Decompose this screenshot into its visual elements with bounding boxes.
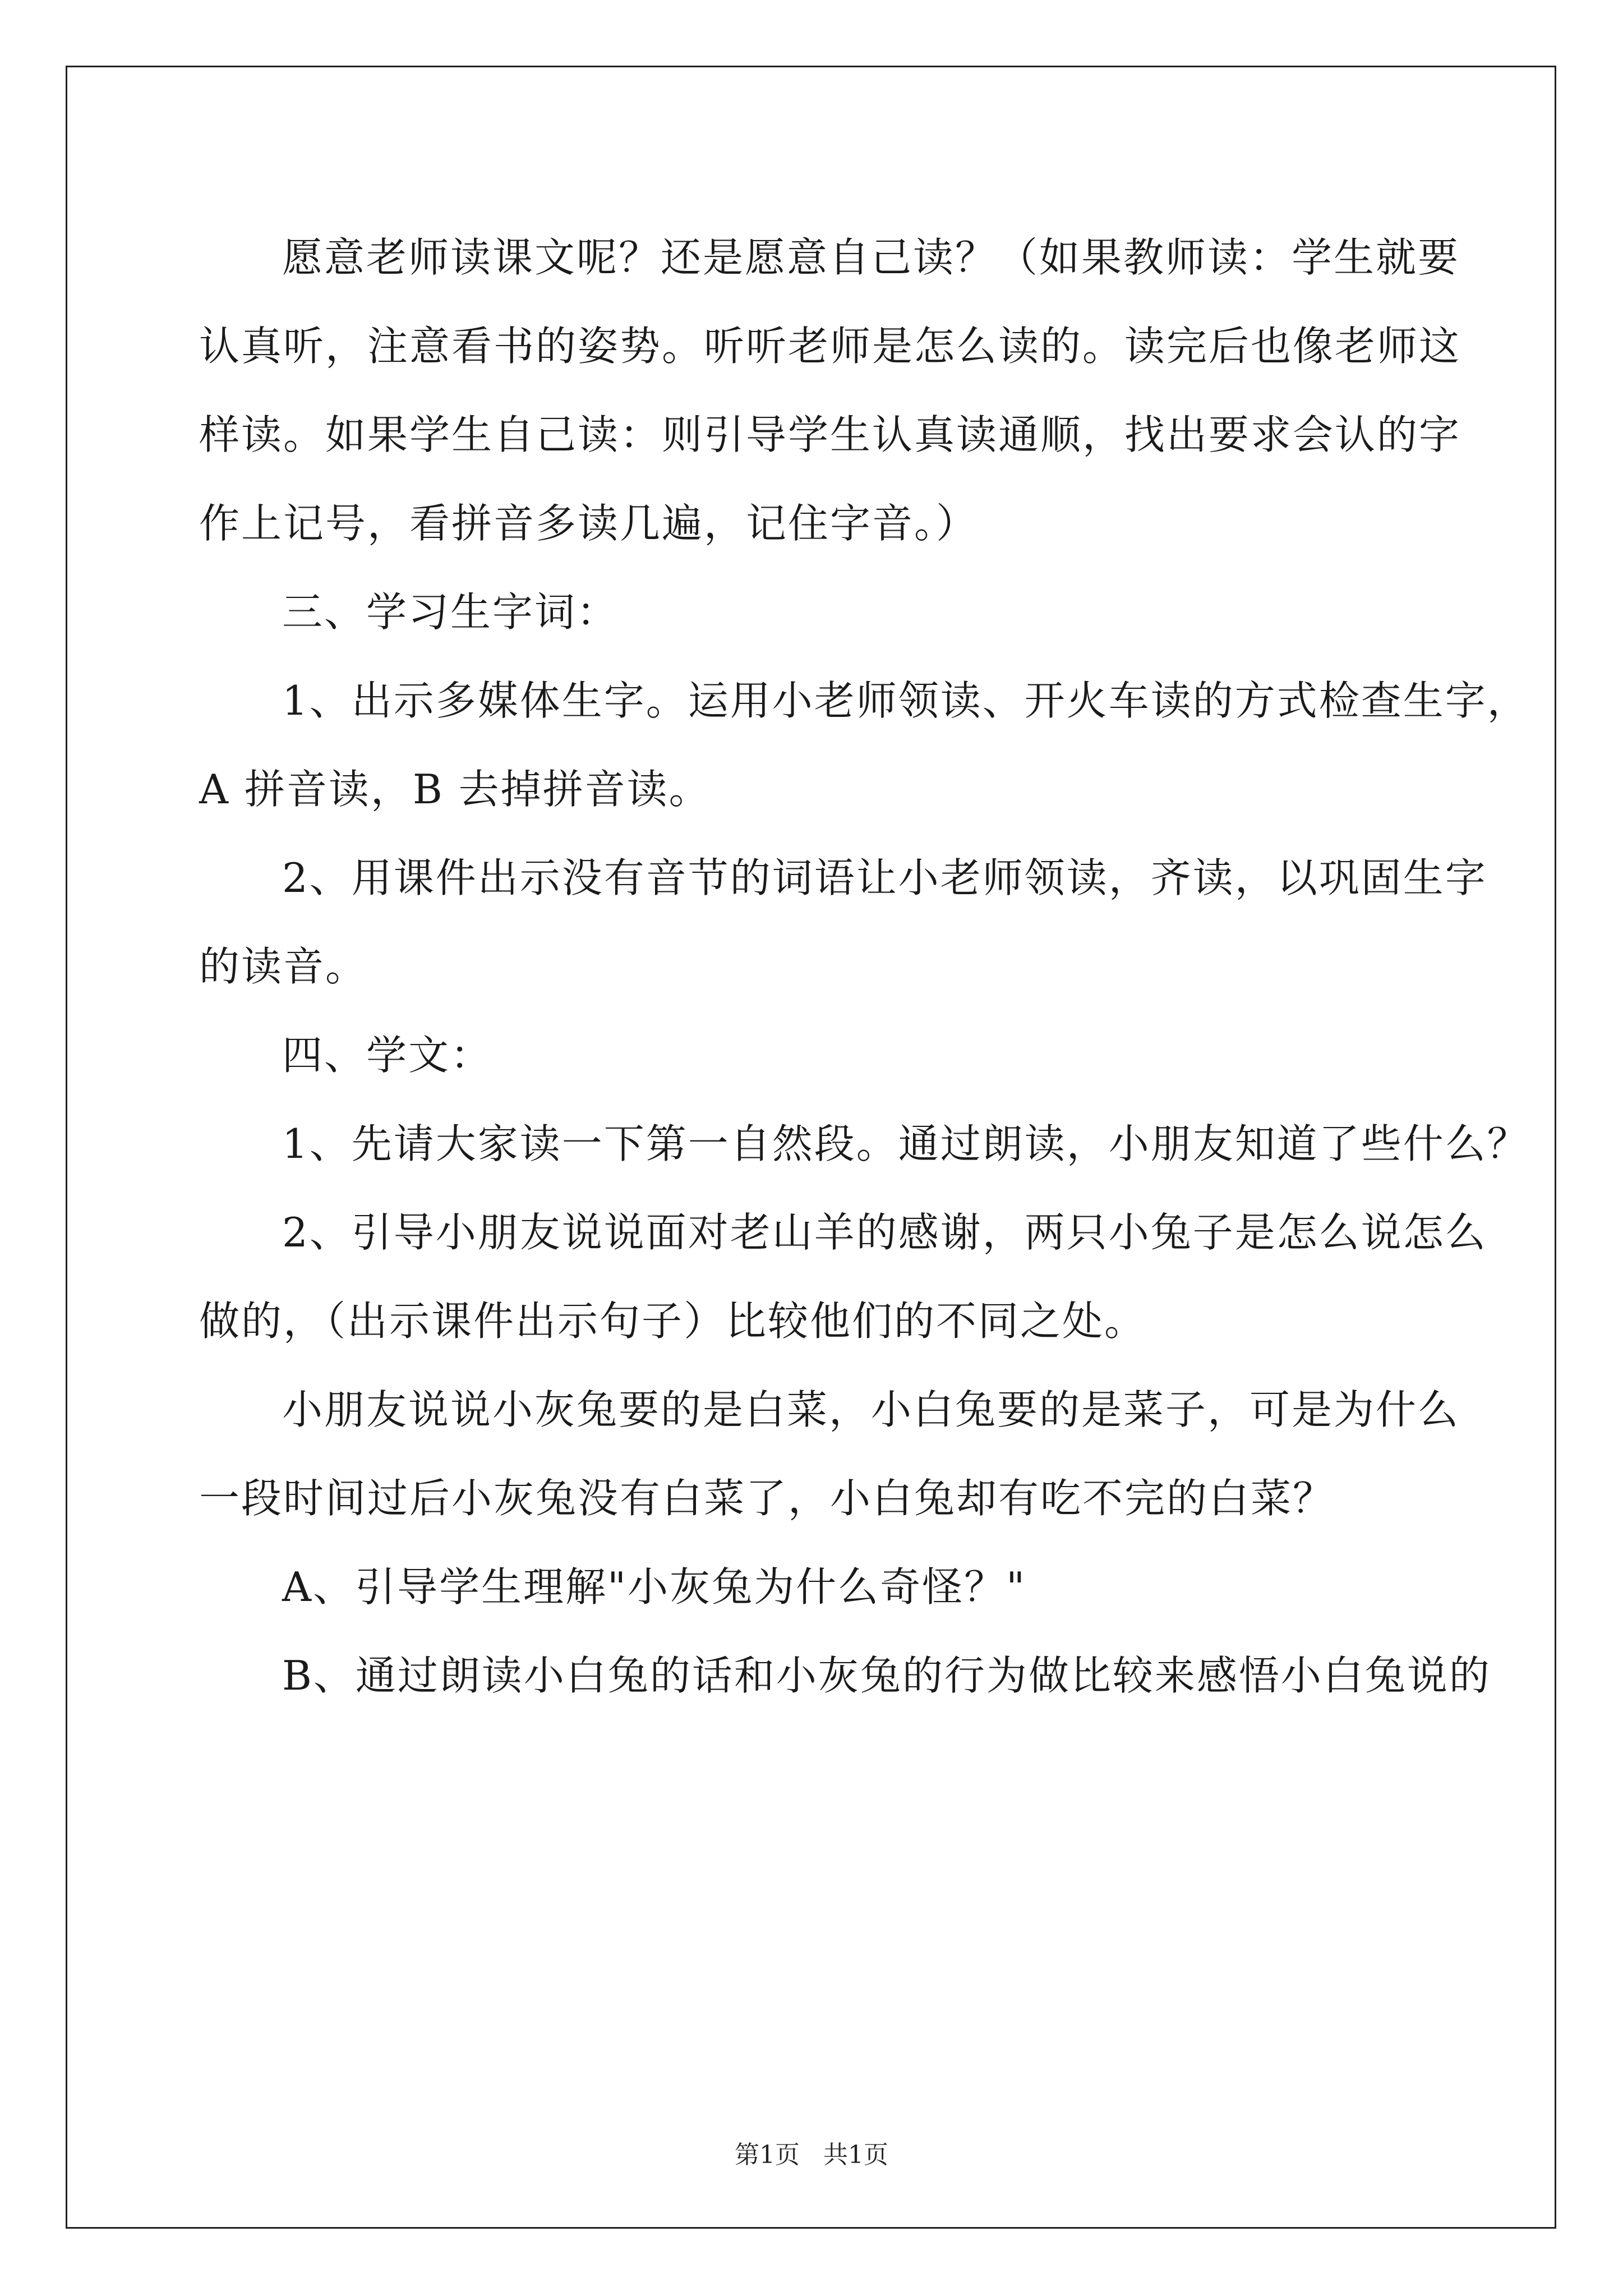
- text-line: 样读。如果学生自己读：则引导学生认真读通顺，找出要求会认的字: [199, 411, 1461, 458]
- page-number-footer: 第1页 共1页: [735, 2141, 888, 2169]
- text-line: 小朋友说说小灰兔要的是白菜，小白兔要的是菜子，可是为什么: [282, 1386, 1460, 1433]
- text-line: B、通过朗读小白兔的话和小灰兔的行为做比较来感悟小白兔说的: [282, 1652, 1491, 1699]
- text-line: 愿意老师读课文呢？还是愿意自己读？（如果教师读：学生就要: [282, 234, 1460, 281]
- text-line: 1、先请大家读一下第一自然段。通过朗读，小朋友知道了些什么？: [282, 1120, 1529, 1167]
- text-line: 做的，（出示课件出示句子）比较他们的不同之处。: [199, 1297, 1147, 1345]
- document-body: [199, 213, 1529, 1720]
- text-line: 的读音。: [199, 943, 368, 990]
- section-heading: 四、学文：: [282, 1032, 493, 1079]
- text-line: A、引导学生理解"小灰兔为什么奇怪？": [282, 1563, 1027, 1611]
- text-line: 2、用课件出示没有音节的词语让小老师领读，齐读，以巩固生字: [282, 854, 1487, 901]
- text-line: 1、出示多媒体生字。运用小老师领读、开火车读的方式检查生字，: [282, 677, 1529, 724]
- text-line: 2、引导小朋友说说面对老山羊的感谢，两只小兔子是怎么说怎么: [282, 1209, 1487, 1256]
- text-line: 作上记号，看拼音多读几遍，记住字音。）: [199, 500, 979, 547]
- text-line: 一段时间过后小灰兔没有白菜了，小白兔却有吃不完的白菜？: [199, 1475, 1335, 1522]
- section-heading: 三、学习生字词：: [282, 588, 619, 636]
- text-line: A 拼音读，B 去掉拼音读。: [199, 766, 711, 813]
- text-line: 认真听，注意看书的姿势。听听老师是怎么读的。读完后也像老师这: [199, 323, 1461, 370]
